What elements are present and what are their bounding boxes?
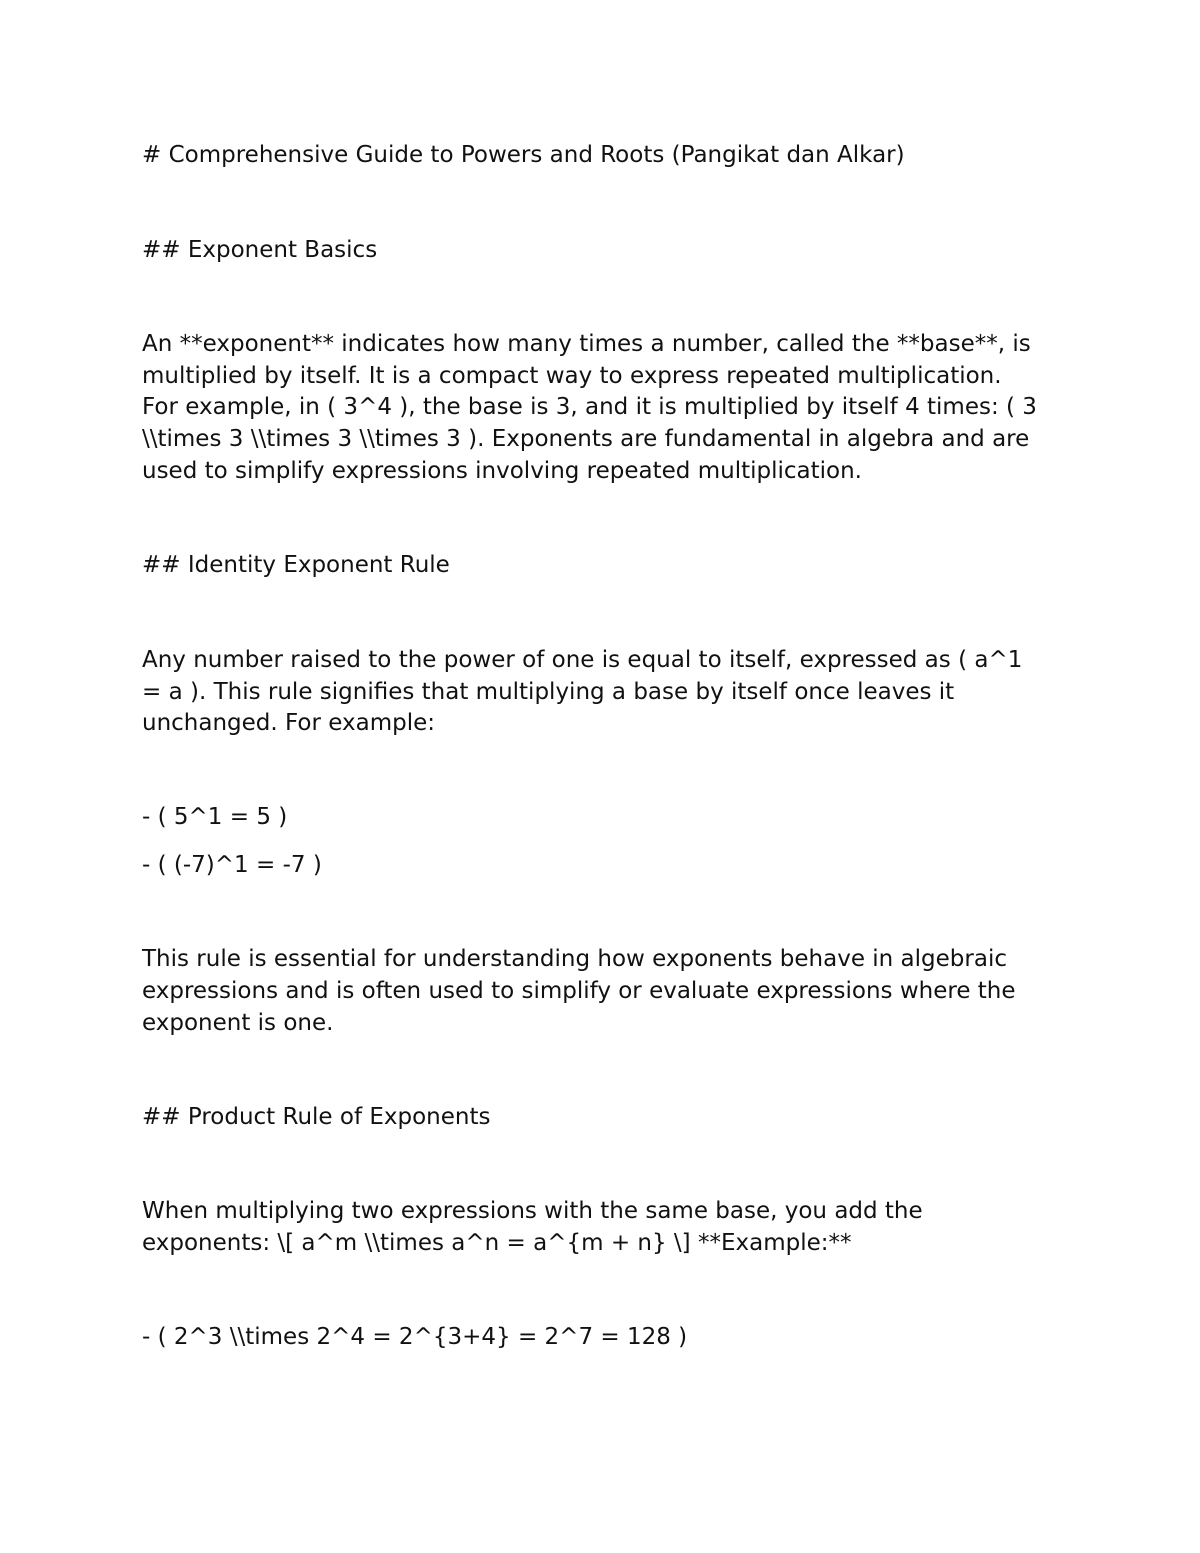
paragraph-line: When multiplying two expressions with the same base, you add the (142, 1198, 923, 1224)
paragraph-line: unchanged. For example: (142, 710, 436, 736)
paragraph-line: \\times 3 \\times 3 \\times 3 ). Exponents are fundamental in algebra and are (142, 426, 1030, 452)
paragraph-line: Any number raised to the power of one is equal to itself, expressed as ( a^1 (142, 647, 1023, 673)
paragraph-line: This rule is essential for understanding how exponents behave in algebraic (142, 946, 1007, 972)
paragraph-line: = a ). This rule signifies that multiplying a base by itself once leaves it (142, 679, 955, 705)
paragraph-line: An **exponent** indicates how many times a number, called the **base**, is (142, 331, 1031, 357)
section-heading-identity-exponent-rule: ## Identity Exponent Rule (142, 552, 450, 578)
document-title: # Comprehensive Guide to Powers and Roots (Pangikat dan Alkar) (142, 142, 905, 168)
section-heading-product-rule: ## Product Rule of Exponents (142, 1104, 491, 1130)
paragraph-line: For example, in ( 3^4 ), the base is 3, and it is multiplied by itself 4 times: ( 3 (142, 394, 1037, 420)
paragraph-line: exponent is one. (142, 1010, 334, 1036)
list-item: - ( 5^1 = 5 ) (142, 804, 288, 830)
section-heading-exponent-basics: ## Exponent Basics (142, 237, 378, 263)
paragraph-line: expressions and is often used to simplify or evaluate expressions where the (142, 978, 1016, 1004)
list-item: - ( (-7)^1 = -7 ) (142, 852, 322, 878)
paragraph-line: exponents: \[ a^m \\times a^n = a^{m + n} \] **Example:** (142, 1230, 852, 1256)
paragraph-line: multiplied by itself. It is a compact way to express repeated multiplication. (142, 363, 1002, 389)
list-item: - ( 2^3 \\times 2^4 = 2^{3+4} = 2^7 = 128 ) (142, 1324, 688, 1350)
paragraph-line: used to simplify expressions involving repeated multiplication. (142, 458, 862, 484)
